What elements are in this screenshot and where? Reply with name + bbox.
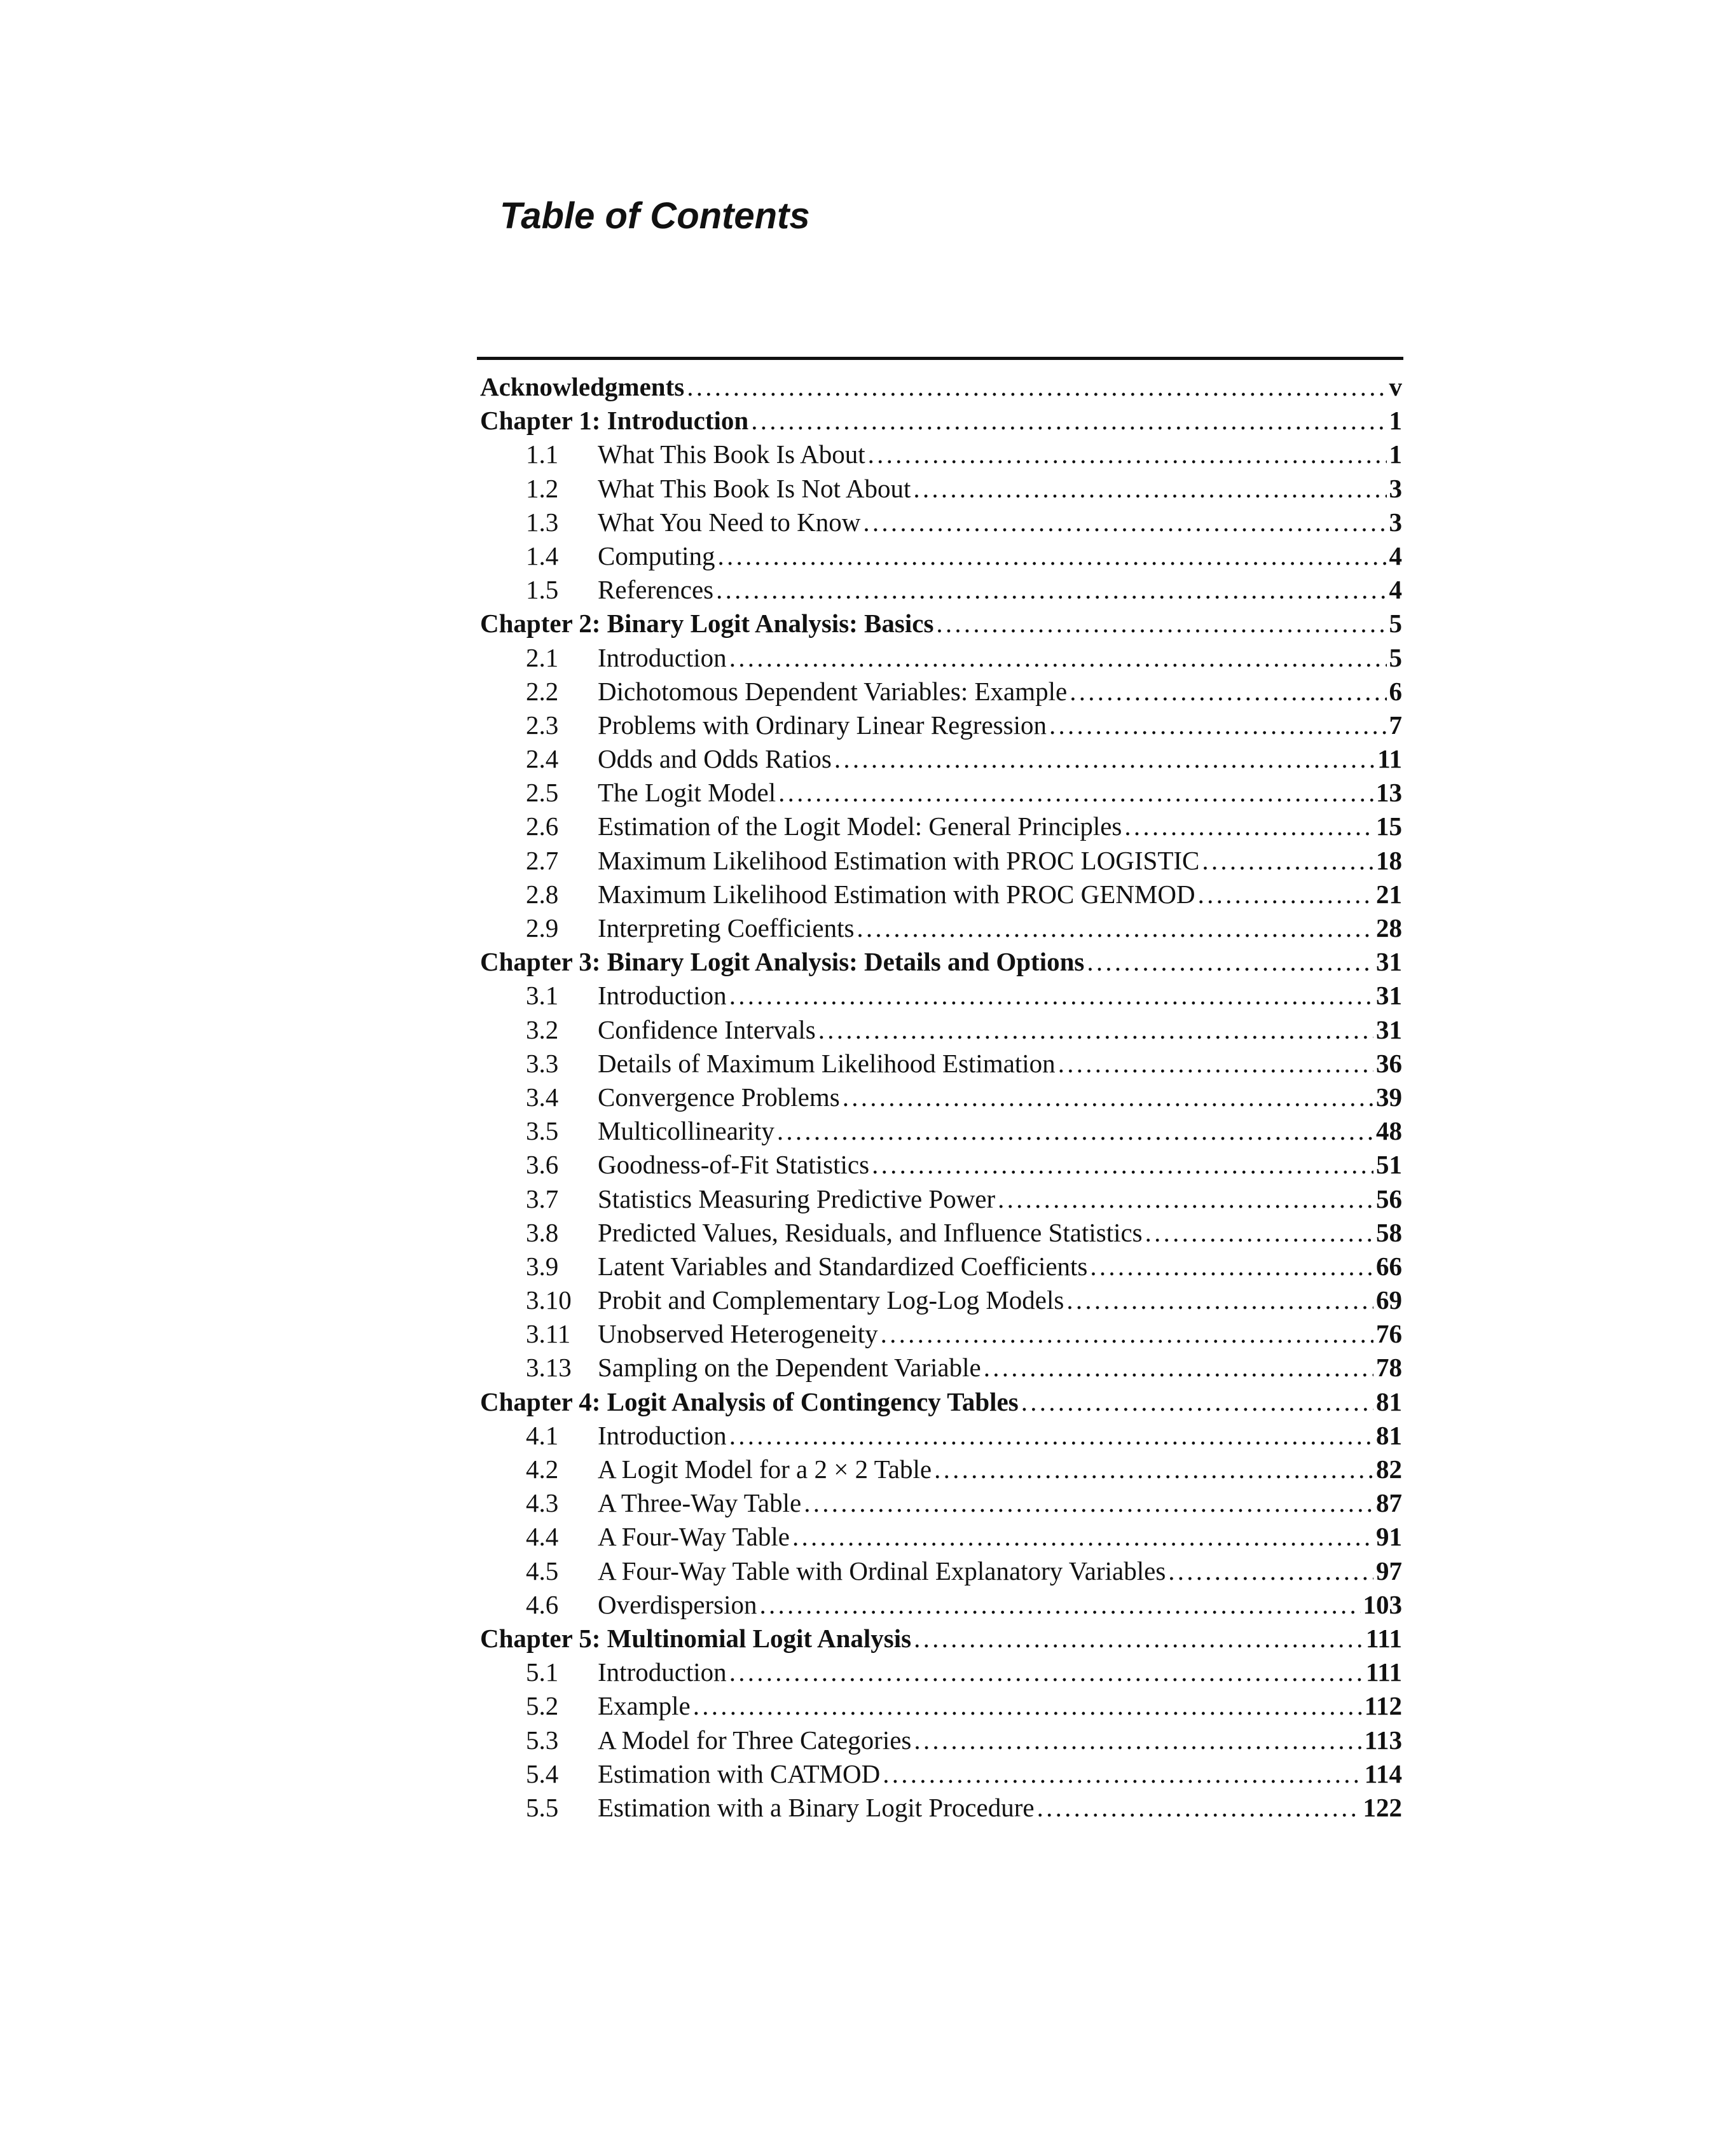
page-number: 1	[1389, 406, 1402, 436]
section-title: Interpreting Coefficients	[598, 913, 855, 943]
section-number: 2.4	[526, 744, 559, 774]
page-number: 111	[1366, 1623, 1402, 1653]
section-number: 3.5	[526, 1116, 559, 1146]
dot-leader	[914, 1622, 1363, 1655]
dot-leader	[778, 776, 1373, 810]
section-number: 2.7	[526, 845, 559, 875]
dot-leader	[1198, 878, 1373, 911]
section-title: What This Book Is Not About	[598, 473, 911, 503]
section-title: Latent Variables and Standardized Coefficients	[598, 1251, 1088, 1281]
dot-leader	[843, 1081, 1373, 1114]
page-number: 103	[1363, 1589, 1402, 1619]
toc-section-entry	[480, 1554, 1402, 1588]
page-number: 4	[1389, 541, 1402, 570]
page-number: 111	[1366, 1657, 1402, 1687]
section-number: 2.9	[526, 913, 559, 943]
page-number: 97	[1376, 1556, 1402, 1586]
toc-section-entry	[480, 573, 1402, 607]
section-number: 3.8	[526, 1217, 559, 1247]
section-title: What You Need to Know	[598, 507, 861, 537]
page-number: 66	[1376, 1251, 1402, 1281]
dot-leader	[914, 1724, 1361, 1757]
page-number: 1	[1389, 439, 1402, 469]
section-title: A Four-Way Table	[598, 1522, 790, 1552]
dot-leader	[834, 742, 1375, 776]
dot-leader	[1058, 1047, 1373, 1081]
section-title: Overdispersion	[598, 1589, 757, 1619]
section-number: 5.2	[526, 1691, 559, 1721]
section-number: 4.3	[526, 1488, 559, 1518]
toc-section-entry	[480, 539, 1402, 573]
dot-leader	[863, 506, 1386, 539]
dot-leader	[716, 573, 1386, 607]
dot-leader	[881, 1317, 1373, 1351]
section-title: What This Book Is About	[598, 439, 865, 469]
title-rule-divider	[477, 357, 1403, 360]
page-number: 91	[1376, 1522, 1402, 1552]
dot-leader	[760, 1588, 1361, 1622]
toc-section-entry	[480, 438, 1402, 471]
page-number: 48	[1376, 1116, 1402, 1146]
section-number: 4.6	[526, 1589, 559, 1619]
dot-leader	[693, 1689, 1362, 1723]
chapter-title: Chapter 1: Introduction	[480, 406, 749, 436]
section-number: 4.5	[526, 1556, 559, 1586]
toc-section-entry	[480, 1182, 1402, 1216]
page-number: 5	[1389, 642, 1402, 672]
dot-leader	[984, 1351, 1373, 1385]
section-number: 3.3	[526, 1048, 559, 1078]
section-number: 3.1	[526, 981, 559, 1011]
dot-leader	[934, 1453, 1373, 1486]
chapter-title: Chapter 3: Binary Logit Analysis: Details and Options	[480, 947, 1085, 977]
section-number: 3.4	[526, 1082, 559, 1112]
dot-leader	[868, 438, 1387, 471]
section-number: 4.1	[526, 1420, 559, 1450]
dot-leader	[1066, 1283, 1373, 1317]
dot-leader	[936, 607, 1386, 640]
toc-section-entry	[480, 506, 1402, 539]
chapter-title: Acknowledgments	[480, 372, 685, 401]
toc-section-entry	[480, 1655, 1402, 1689]
toc-section-entry	[480, 1114, 1402, 1148]
toc-section-entry	[480, 1520, 1402, 1554]
section-title: References	[598, 575, 714, 605]
section-title: Unobserved Heterogeneity	[598, 1319, 878, 1349]
page-number: 112	[1364, 1691, 1402, 1721]
toc-section-entry	[480, 1081, 1402, 1114]
dot-leader	[729, 641, 1387, 675]
page-number: 7	[1389, 710, 1402, 740]
section-number: 5.3	[526, 1725, 559, 1755]
toc-section-entry	[480, 1013, 1402, 1047]
dot-leader	[1049, 708, 1387, 742]
toc-section-entry	[480, 1453, 1402, 1486]
toc-section-entry	[480, 878, 1402, 911]
page-number: 3	[1389, 473, 1402, 503]
chapter-title: Chapter 5: Multinomial Logit Analysis	[480, 1623, 912, 1653]
page-number: 31	[1376, 981, 1402, 1011]
page-number: 87	[1376, 1488, 1402, 1518]
toc-section-entry	[480, 1047, 1402, 1081]
page-title: Table of Contents	[500, 195, 810, 237]
section-title: Problems with Ordinary Linear Regression	[598, 710, 1047, 740]
page-number: 11	[1377, 744, 1402, 774]
page-number: 18	[1376, 845, 1402, 875]
section-title: Example	[598, 1691, 691, 1721]
page-number: 31	[1376, 1014, 1402, 1044]
dot-leader	[751, 404, 1386, 438]
page-number: 114	[1364, 1759, 1402, 1788]
page-number: 81	[1376, 1420, 1402, 1450]
page-number: 56	[1376, 1184, 1402, 1213]
section-number: 5.5	[526, 1792, 559, 1822]
toc-section-entry	[480, 911, 1402, 945]
toc-section-entry	[480, 1216, 1402, 1250]
toc-section-entry	[480, 1148, 1402, 1182]
page-number: 5	[1389, 609, 1402, 639]
section-number: 2.3	[526, 710, 559, 740]
page-number: 58	[1376, 1217, 1402, 1247]
dot-leader	[1090, 1250, 1373, 1283]
toc-section-entry	[480, 742, 1402, 776]
page-number: 82	[1376, 1455, 1402, 1484]
section-number: 1.5	[526, 575, 559, 605]
dot-leader	[729, 979, 1373, 1012]
page-number: 78	[1376, 1353, 1402, 1383]
section-title: A Three-Way Table	[598, 1488, 802, 1518]
section-number: 1.3	[526, 507, 559, 537]
toc-section-entry	[480, 844, 1402, 878]
section-number: 4.2	[526, 1455, 559, 1484]
toc-section-entry	[480, 1486, 1402, 1520]
section-number: 3.2	[526, 1014, 559, 1044]
chapter-title: Chapter 2: Binary Logit Analysis: Basics	[480, 609, 934, 639]
section-number: 3.11	[526, 1319, 571, 1349]
toc-section-entry	[480, 675, 1402, 708]
dot-leader	[804, 1486, 1373, 1520]
dot-leader	[1124, 810, 1373, 843]
section-title: Predicted Values, Residuals, and Influence Statistics	[598, 1217, 1143, 1247]
page-number: 122	[1363, 1792, 1402, 1822]
dot-leader	[1168, 1554, 1373, 1588]
section-title: Convergence Problems	[598, 1082, 840, 1112]
section-number: 2.2	[526, 676, 559, 706]
toc-section-entry	[480, 1689, 1402, 1723]
page-number: 51	[1376, 1150, 1402, 1180]
page-number: 13	[1376, 778, 1402, 808]
chapter-title: Chapter 4: Logit Analysis of Contingency Tables	[480, 1386, 1019, 1416]
page-number: v	[1389, 372, 1402, 401]
toc-section-entry	[480, 1317, 1402, 1351]
dot-leader	[872, 1148, 1373, 1182]
section-number: 3.10	[526, 1285, 572, 1315]
page-number: 113	[1364, 1725, 1402, 1755]
dot-leader	[818, 1013, 1373, 1047]
section-number: 2.6	[526, 812, 559, 841]
toc-section-entry	[480, 1791, 1402, 1825]
page-number: 6	[1389, 676, 1402, 706]
section-title: Dichotomous Dependent Variables: Example	[598, 676, 1068, 706]
toc-chapter-entry	[480, 607, 1402, 640]
section-title: Details of Maximum Likelihood Estimation	[598, 1048, 1056, 1078]
dot-leader	[883, 1757, 1362, 1791]
dot-leader	[1070, 675, 1386, 708]
dot-leader	[729, 1419, 1373, 1453]
toc-section-entry	[480, 1724, 1402, 1757]
section-title: Introduction	[598, 981, 727, 1011]
dot-leader	[718, 539, 1387, 573]
dot-leader	[729, 1655, 1363, 1689]
section-number: 3.9	[526, 1251, 559, 1281]
section-title: A Logit Model for a 2 × 2 Table	[598, 1455, 932, 1484]
section-number: 1.2	[526, 473, 559, 503]
page-number: 28	[1376, 913, 1402, 943]
toc-section-entry	[480, 1419, 1402, 1453]
page-number: 36	[1376, 1048, 1402, 1078]
section-number: 4.4	[526, 1522, 559, 1552]
section-number: 1.4	[526, 541, 559, 570]
section-title: Goodness-of-Fit Statistics	[598, 1150, 870, 1180]
toc-section-entry	[480, 979, 1402, 1012]
page-number: 21	[1376, 879, 1402, 909]
dot-leader	[857, 911, 1373, 945]
section-title: Estimation with CATMOD	[598, 1759, 881, 1788]
toc-chapter-entry	[480, 1622, 1402, 1655]
page-number: 3	[1389, 507, 1402, 537]
toc-section-entry	[480, 1283, 1402, 1317]
section-title: A Model for Three Categories	[598, 1725, 912, 1755]
page-number: 31	[1376, 947, 1402, 977]
section-number: 3.7	[526, 1184, 559, 1213]
section-title: Sampling on the Dependent Variable	[598, 1353, 981, 1383]
toc-section-entry	[480, 708, 1402, 742]
page-number: 81	[1376, 1386, 1402, 1416]
section-number: 5.1	[526, 1657, 559, 1687]
section-number: 2.5	[526, 778, 559, 808]
table-of-contents	[480, 370, 1402, 1825]
toc-section-entry	[480, 1757, 1402, 1791]
dot-leader	[1145, 1216, 1373, 1250]
section-title: Multicollinearity	[598, 1116, 774, 1146]
dot-leader	[1021, 1385, 1373, 1419]
toc-section-entry	[480, 776, 1402, 810]
dot-leader	[1037, 1791, 1361, 1825]
toc-section-entry	[480, 810, 1402, 843]
section-title: Introduction	[598, 1420, 727, 1450]
dot-leader	[1202, 844, 1373, 878]
toc-section-entry	[480, 472, 1402, 506]
page-number: 39	[1376, 1082, 1402, 1112]
section-number: 3.13	[526, 1353, 572, 1383]
page-number: 76	[1376, 1319, 1402, 1349]
section-title: Statistics Measuring Predictive Power	[598, 1184, 996, 1213]
section-title: Estimation of the Logit Model: General Principles	[598, 812, 1122, 841]
toc-chapter-entry	[480, 370, 1402, 404]
section-number: 2.8	[526, 879, 559, 909]
section-number: 5.4	[526, 1759, 559, 1788]
toc-section-entry	[480, 641, 1402, 675]
section-title: Estimation with a Binary Logit Procedure	[598, 1792, 1035, 1822]
toc-section-entry	[480, 1351, 1402, 1385]
section-title: Maximum Likelihood Estimation with PROC GENMOD	[598, 879, 1195, 909]
section-number: 3.6	[526, 1150, 559, 1180]
toc-section-entry	[480, 1250, 1402, 1283]
dot-leader	[1087, 945, 1373, 979]
dot-leader	[777, 1114, 1373, 1148]
section-title: The Logit Model	[598, 778, 776, 808]
section-number: 2.1	[526, 642, 559, 672]
section-title: A Four-Way Table with Ordinal Explanatory Variables	[598, 1556, 1166, 1586]
dot-leader	[998, 1182, 1373, 1216]
dot-leader	[792, 1520, 1373, 1554]
dot-leader	[687, 370, 1386, 404]
page-number: 15	[1376, 812, 1402, 841]
page-number: 4	[1389, 575, 1402, 605]
dot-leader	[913, 472, 1386, 506]
toc-chapter-entry	[480, 945, 1402, 979]
section-title: Introduction	[598, 642, 727, 672]
section-title: Computing	[598, 541, 715, 570]
section-title: Maximum Likelihood Estimation with PROC LOGISTIC	[598, 845, 1200, 875]
toc-section-entry	[480, 1588, 1402, 1622]
toc-chapter-entry	[480, 404, 1402, 438]
section-title: Introduction	[598, 1657, 727, 1687]
section-number: 1.1	[526, 439, 559, 469]
section-title: Confidence Intervals	[598, 1014, 816, 1044]
toc-chapter-entry	[480, 1385, 1402, 1419]
page-number: 69	[1376, 1285, 1402, 1315]
section-title: Probit and Complementary Log-Log Models	[598, 1285, 1064, 1315]
section-title: Odds and Odds Ratios	[598, 744, 832, 774]
